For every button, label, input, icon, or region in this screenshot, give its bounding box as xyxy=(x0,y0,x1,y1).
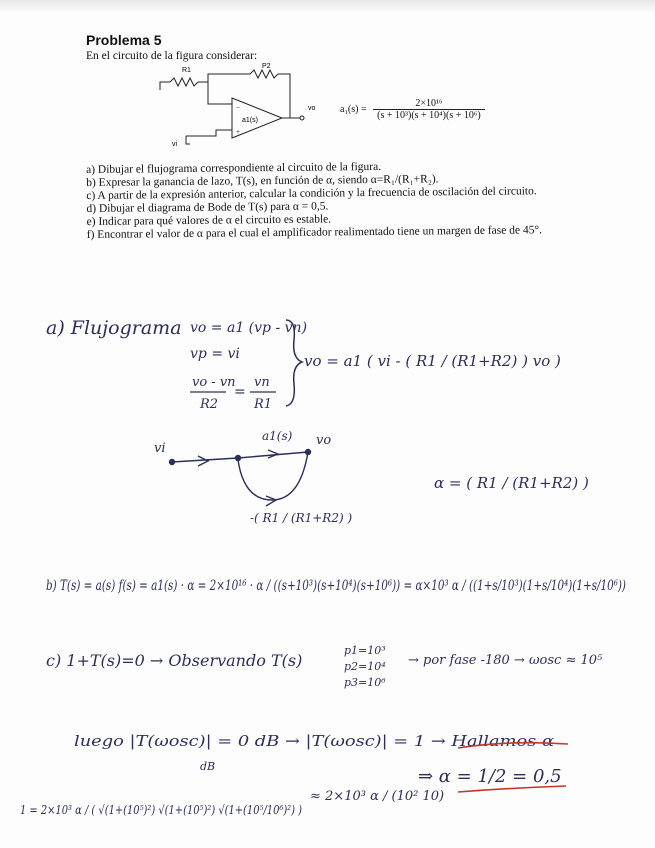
flow-vo-label: vo xyxy=(316,433,332,448)
circuit-diagram xyxy=(150,60,350,150)
opamp-label: a1(s) xyxy=(242,117,258,124)
solution-a-eq3-num-left: vo - vn xyxy=(192,375,236,390)
resistor-r2 xyxy=(250,70,278,78)
vo-terminal xyxy=(300,116,304,120)
circuit-wire-left xyxy=(160,82,170,90)
solution-a-eq3-equals: = xyxy=(234,384,246,400)
problem-title: Problema 5 xyxy=(86,32,162,48)
flow-a-label: a1(s) xyxy=(262,429,293,443)
gain-numerator: 2×10¹⁶ xyxy=(373,98,485,110)
problem-intro: En el circuito de la figura considerar: xyxy=(86,50,258,62)
flow-branch-a xyxy=(238,452,308,458)
gain-fraction xyxy=(373,98,485,121)
circuit-wire-fb xyxy=(208,74,250,82)
question-c: c) A partir de la expresión anterior, calcular la condición y la frecuencia de oscilación del circuito. xyxy=(86,185,537,202)
solution-c-pole-2: p2=10⁴ xyxy=(344,660,386,673)
question-b: b) Expresar la ganancia de lazo, T(s), en función de α, siendo α=R₁/(R₁+R₂). xyxy=(86,173,439,189)
r1-label: R1 xyxy=(182,67,191,74)
r2-label: P2 xyxy=(262,63,271,70)
vi-lead xyxy=(186,136,190,144)
solution-b-line: b) T(s) = a(s) f(s) = a1(s) · α = 2×10¹⁶ · α / ((s+10³)(s+10⁴)(s+10⁶)) = α×10³ α / ((1+s/10³)(1+s/10⁴)(1+s/10⁶)) xyxy=(46,578,626,594)
solution-c-line: c) 1+T(s)=0 → Observando T(s) xyxy=(46,651,303,670)
solution-a-eq3-den-left: R2 xyxy=(200,397,219,412)
solution-final-approx: ≈ 2×10³ α / (10² 10) xyxy=(310,789,445,804)
vo-label: vo xyxy=(308,105,316,112)
gain-formula xyxy=(340,98,485,121)
gain-lhs: a₁(s) = xyxy=(340,103,367,115)
flow-feedback-label: -( R1 / (R1+R2) ) xyxy=(250,511,353,525)
question-d: d) Dibujar el diagrama de Bode de T(s) para α = 0,5. xyxy=(86,200,329,215)
solution-luego-db: dB xyxy=(200,760,216,773)
solution-a-eq1: vo = a1 (vp - vn) xyxy=(190,320,308,336)
scan-edge-shadow xyxy=(0,0,655,14)
solution-a-eq2: vp = vi xyxy=(190,346,240,362)
flow-vi-label: vi xyxy=(154,441,166,456)
solution-c-pole-1: p1=10³ xyxy=(344,644,386,657)
resistor-r1 xyxy=(170,78,198,86)
solution-final-result: ⇒ α = 1/2 = 0,5 xyxy=(418,766,562,787)
flow-arrow-feedback xyxy=(266,496,276,506)
solution-a-eq3-den-right: R1 xyxy=(254,397,273,412)
solution-a-result: vo = a1 ( vi - ( R1 / (R1+R2) ) vo ) xyxy=(304,352,561,370)
alpha-definition: α = ( R1 / (R1+R2) ) xyxy=(434,474,589,492)
solution-c-pole-3: p3=10⁶ xyxy=(344,676,386,689)
solution-final-lhs: 1 = 2×10³ α / ( √(1+(10⁵)²) √(1+(10⁵)²) √(1+(10⁵/10⁶)²) ) xyxy=(20,803,303,817)
vi-label: vi xyxy=(172,141,178,148)
opamp-plus: + xyxy=(236,128,240,136)
opamp-minus: − xyxy=(236,104,240,112)
solution-c-phase: → por fase -180 → ωosc ≈ 10⁵ xyxy=(408,653,603,668)
question-f: f) Encontrar el valor de α para el cual el amplificador realimentado tiene un margen de fase de 45°. xyxy=(86,224,542,241)
question-list xyxy=(86,159,577,242)
flow-branch-feedback xyxy=(238,452,308,500)
solution-a-eq3-num-right: vn xyxy=(254,375,270,390)
question-e: e) Indicar para qué valores de α el circuito es estable. xyxy=(86,213,332,228)
solution-a-label: a) Flujograma xyxy=(46,317,182,339)
circuit-wire-neg xyxy=(198,82,232,104)
flow-arrow-a xyxy=(268,450,278,458)
circuit-wire-out xyxy=(278,74,290,118)
circuit-wire-pos xyxy=(186,130,232,136)
question-a: a) Dibujar el flujograma correspondiente al circuito de la figura. xyxy=(86,160,382,176)
gain-denominator: (s + 10³)(s + 10⁴)(s + 10⁶) xyxy=(377,110,481,121)
solution-luego-line: luego |T(ωosc)| = 0 dB → |T(ωosc)| = 1 → Hallamos α xyxy=(74,732,554,750)
handwritten-solution xyxy=(0,300,655,848)
